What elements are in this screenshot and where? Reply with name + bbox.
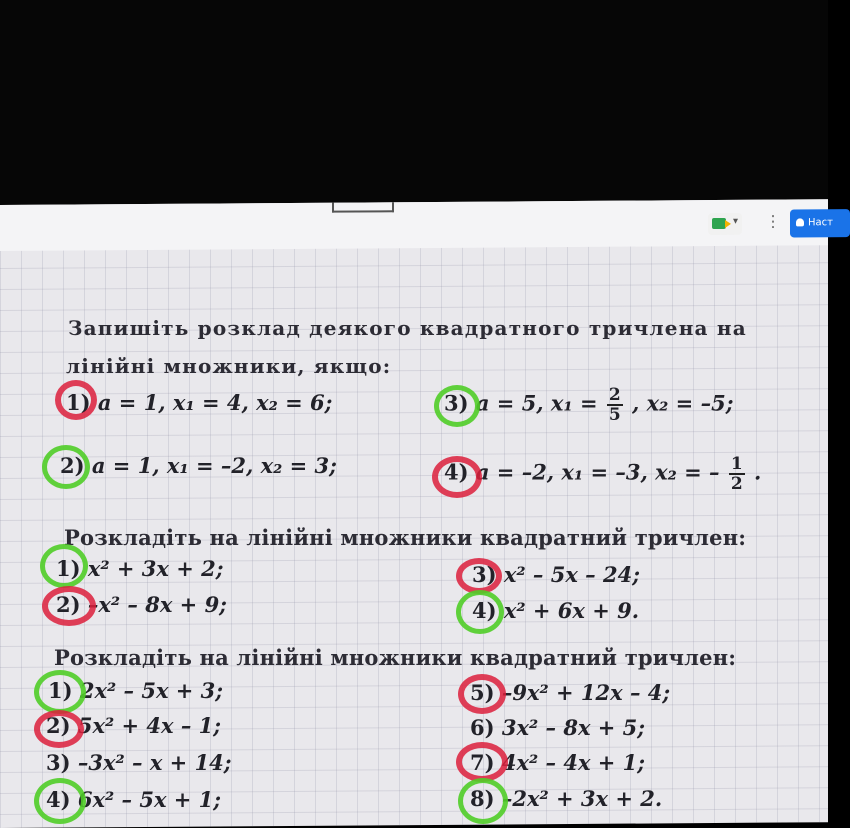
item-number: 4) <box>472 598 497 623</box>
item-number: 3) <box>444 390 469 416</box>
item-text: x² + 3x + 2; <box>87 556 224 581</box>
more-menu-icon[interactable]: ⋮ <box>765 211 781 231</box>
fraction <box>729 455 745 493</box>
item-text: –9x² + 12x – 4; <box>501 680 671 705</box>
red-circle-mark <box>458 674 506 714</box>
item-number: 2) <box>56 592 81 617</box>
green-circle-mark <box>456 590 504 634</box>
green-circle-mark <box>458 778 508 824</box>
item-number: 5) <box>470 680 495 705</box>
settings-button[interactable] <box>790 209 850 237</box>
tab-outline <box>332 202 394 212</box>
item-text-post: , x₂ = –5; <box>632 390 734 416</box>
task2-title: Розкладіть на лінійні множники квадратний тричлен: <box>64 525 747 550</box>
item-number: 3) <box>472 562 497 587</box>
red-circle-mark <box>42 586 96 626</box>
item-text: 6x² – 5x + 1; <box>77 787 222 812</box>
item-number: 6) <box>470 715 495 740</box>
task1-title-line1: Запишіть розклад деякого квадратного тричлена на <box>68 316 747 340</box>
red-circle-mark <box>34 710 84 748</box>
item-number: 3) <box>46 750 71 775</box>
green-circle-mark <box>434 385 480 427</box>
fraction-denominator: 5 <box>608 405 621 425</box>
green-circle-mark <box>40 544 88 588</box>
item-text: –x² – 8x + 9; <box>87 592 227 617</box>
item-text: 2x² – 5x + 3; <box>79 678 224 703</box>
task3-item-3 <box>46 750 232 775</box>
green-circle-mark <box>42 445 90 489</box>
item-text-pre: a = –2, x₁ = –3, x₂ = – <box>475 459 720 485</box>
item-number: 1) <box>56 556 81 581</box>
item-text: a = 1, x₁ = –2, x₂ = 3; <box>91 453 337 478</box>
item-text: 5x² + 4x – 1; <box>77 713 222 738</box>
item-number: 1) <box>48 678 73 703</box>
item-number: 8) <box>470 786 495 811</box>
fraction-numerator: 2 <box>608 385 621 405</box>
red-circle-mark <box>456 742 508 782</box>
browser-toolbar <box>0 199 833 251</box>
item-number: 4) <box>444 459 469 485</box>
fraction <box>607 386 623 424</box>
item-text: –2x² + 3x + 2. <box>501 786 663 811</box>
chevron-down-icon: ▾ <box>732 215 738 227</box>
red-circle-mark <box>456 558 502 594</box>
fraction-numerator: 1 <box>730 454 743 474</box>
fraction-denominator: 2 <box>730 474 743 494</box>
green-circle-mark <box>34 778 86 824</box>
video-camera-icon <box>712 218 726 229</box>
task1-title-line2: лінійні множники, якщо: <box>66 354 392 378</box>
item-text: a = 1, x₁ = 4, x₂ = 6; <box>97 390 333 415</box>
task1-item-4 <box>444 455 761 493</box>
red-circle-mark <box>55 380 97 420</box>
item-text-post: . <box>754 459 762 485</box>
item-text: 3x² – 8x + 5; <box>501 715 646 740</box>
item-number: 4) <box>46 787 71 812</box>
task1-item-2 <box>60 453 337 478</box>
item-text: 4x² – 4x + 1; <box>501 750 646 775</box>
item-text: x² + 6x + 9. <box>503 598 640 623</box>
item-text: x² – 5x – 24; <box>503 562 640 587</box>
task1-item-3 <box>444 386 733 424</box>
item-text: –3x² – x + 14; <box>77 750 232 775</box>
task3-title: Розкладіть на лінійні множники квадратний тричлен: <box>54 645 737 670</box>
person-icon <box>796 218 804 226</box>
settings-label: Наст <box>808 217 833 229</box>
item-number: 7) <box>470 750 495 775</box>
item-number: 1) <box>66 390 91 415</box>
item-number: 2) <box>60 453 85 478</box>
task1-item-1 <box>66 390 332 415</box>
item-number: 2) <box>46 713 71 738</box>
green-circle-mark <box>34 670 86 714</box>
task3-item-6 <box>470 715 645 740</box>
item-text-pre: a = 5, x₁ = <box>475 390 598 416</box>
red-circle-mark <box>432 456 482 498</box>
black-background <box>0 0 828 212</box>
meet-button[interactable] <box>708 213 742 235</box>
